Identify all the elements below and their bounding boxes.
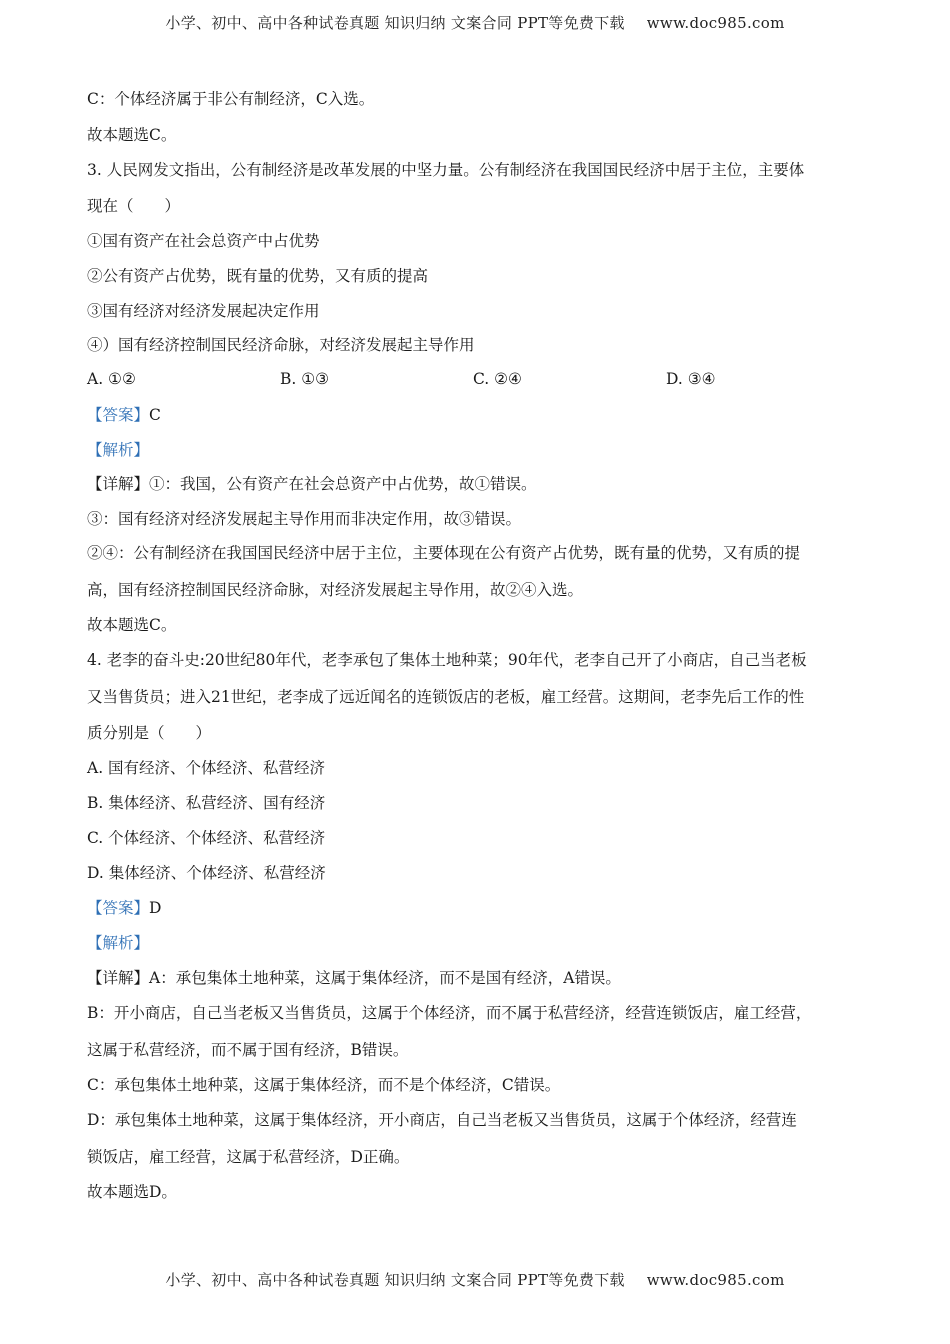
q3-stem-line-1: 3. 人民网发文指出，公有制经济是改革发展的中坚力量。公有制经济在我国国民经济中居于主位，主要体 bbox=[87, 161, 805, 179]
q4-conclusion: 故本题选D。 bbox=[87, 1183, 177, 1201]
q3-option-b: B. ①③ bbox=[280, 370, 330, 388]
q3-options bbox=[87, 368, 859, 391]
q3-answer-tag: 【答案】 bbox=[87, 406, 150, 424]
q4-detail-b2: 这属于私营经济，而不属于国有经济，B错误。 bbox=[87, 1041, 409, 1059]
q4-detail-d2: 锁饭店，雇工经营，这属于私营经济，D正确。 bbox=[87, 1148, 410, 1166]
q4-analysis-tag: 【解析】 bbox=[87, 934, 150, 952]
header-site-link[interactable]: www.doc985.com bbox=[646, 14, 785, 32]
q4-option-a: A. 国有经济、个体经济、私营经济 bbox=[87, 759, 326, 777]
q3-option-d: D. ③④ bbox=[666, 370, 716, 388]
q3-answer-value: C bbox=[149, 406, 161, 424]
q4-detail-b1: B：开小商店，自己当老板又当售货员，这属于个体经济，而不属于私营经济，经营连锁饭店，雇工经营， bbox=[87, 1004, 812, 1022]
q4-option-c: C. 个体经济、个体经济、私营经济 bbox=[87, 829, 326, 847]
prev-c-line: C：个体经济属于非公有制经济，C入选。 bbox=[87, 90, 375, 108]
q4-detail-d1: D：承包集体土地种菜，这属于集体经济，开小商店，自己当老板又当售货员，这属于个体经济，经营连 bbox=[87, 1111, 797, 1129]
q3-option-c: C. ②④ bbox=[473, 370, 522, 388]
q3-conclusion: 故本题选C。 bbox=[87, 616, 177, 634]
q4-answer-value: D bbox=[149, 899, 162, 917]
q4-answer bbox=[87, 897, 161, 920]
q3-detail-3b: 高，国有经济控制国民经济命脉，对经济发展起主导作用，故②④入选。 bbox=[87, 581, 584, 599]
footer-site-link[interactable]: www.doc985.com bbox=[646, 1271, 785, 1289]
q4-stem-line-3: 质分别是（ ） bbox=[87, 724, 212, 742]
q3-answer bbox=[87, 404, 161, 427]
q3-stem-line-2: 现在（ ） bbox=[87, 197, 181, 215]
q3-analysis-tag: 【解析】 bbox=[87, 441, 150, 459]
footer-text: 小学、初中、高中各种试卷真题 知识归纳 文案合同 PPT等免费下载 bbox=[165, 1271, 625, 1289]
page-footer bbox=[0, 1269, 950, 1290]
q3-detail-tag: 【详解】 bbox=[87, 475, 150, 493]
q3-item-2: ②公有资产占优势，既有量的优势，又有质的提高 bbox=[87, 267, 429, 285]
q3-detail-2: ③：国有经济对经济发展起主导作用而非决定作用，故③错误。 bbox=[87, 510, 522, 528]
q4-option-d: D. 集体经济、个体经济、私营经济 bbox=[87, 864, 326, 882]
q4-detail-a-text: A：承包集体土地种菜，这属于集体经济，而不是国有经济，A错误。 bbox=[149, 969, 621, 987]
q3-detail-3a: ②④：公有制经济在我国国民经济中居于主位，主要体现在公有资产占优势，既有量的优势，又有质的提 bbox=[87, 544, 801, 562]
q3-detail-1 bbox=[87, 473, 537, 496]
q4-answer-tag: 【答案】 bbox=[87, 899, 150, 917]
q4-stem-line-1: 4. 老李的奋斗史:20世纪80年代，老李承包了集体土地种菜；90年代，老李自己开了小商店，自己当老板 bbox=[87, 651, 807, 669]
q4-stem-line-2: 又当售货员；进入21世纪，老李成了远近闻名的连锁饭店的老板，雇工经营。这期间，老李先后工作的性 bbox=[87, 688, 805, 706]
q4-option-b: B. 集体经济、私营经济、国有经济 bbox=[87, 794, 326, 812]
q3-item-1: ①国有资产在社会总资产中占优势 bbox=[87, 232, 320, 250]
prev-conclusion: 故本题选C。 bbox=[87, 126, 177, 144]
q3-detail-1-text: ①：我国，公有资产在社会总资产中占优势，故①错误。 bbox=[149, 475, 537, 493]
q4-detail-tag: 【详解】 bbox=[87, 969, 150, 987]
q3-option-a: A. ①② bbox=[87, 370, 136, 388]
header-text: 小学、初中、高中各种试卷真题 知识归纳 文案合同 PPT等免费下载 bbox=[165, 14, 625, 32]
q3-item-3: ③国有经济对经济发展起决定作用 bbox=[87, 302, 320, 320]
page-header bbox=[0, 12, 950, 33]
q4-detail-c: C：承包集体土地种菜，这属于集体经济，而不是个体经济，C错误。 bbox=[87, 1076, 561, 1094]
q3-item-4: ④）国有经济控制国民经济命脉，对经济发展起主导作用 bbox=[87, 336, 475, 354]
q4-detail-a bbox=[87, 967, 621, 990]
